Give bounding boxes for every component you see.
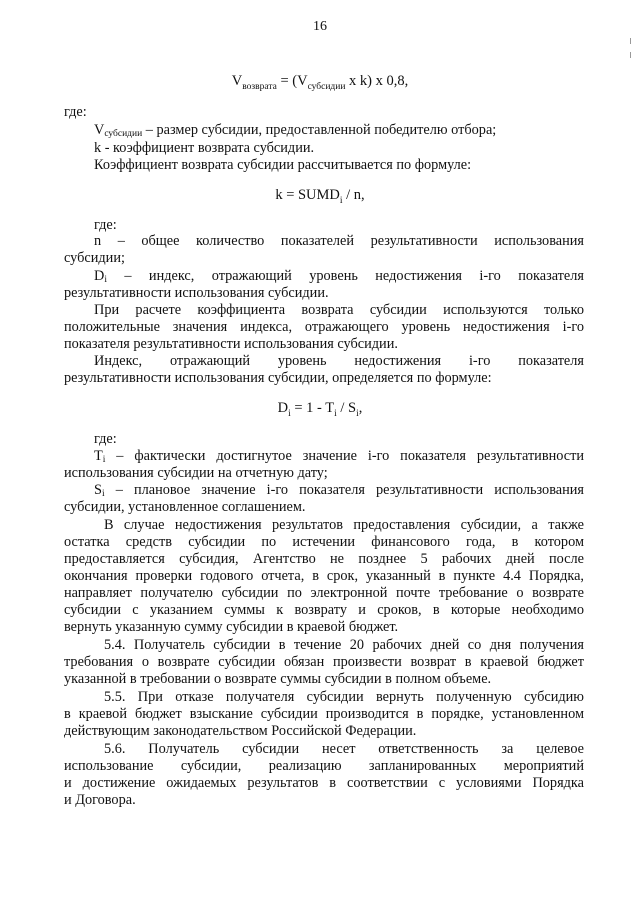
text-line: При расчете коэффициента возврата субсидии используются только — [94, 302, 584, 318]
text-line: использования субсидии на отчетную дату; — [64, 465, 328, 481]
text-line: остатка средств субсидии по истечении финансового года, в котором — [64, 534, 584, 550]
text-line: $T_i$ – фактически достигнутое значение i-го показателя результативности — [94, 448, 584, 465]
text-line: указанной в требовании о возврате суммы субсидии в полном объеме. — [64, 671, 492, 687]
formula-index: $D_i = 1 - T_i / S_i$, — [277, 400, 363, 419]
text-line: положительные значения индекса, отражающего уровень недостижения i-го — [64, 319, 584, 335]
formula-coefficient: $k = SUMD_i / n$, — [275, 187, 365, 206]
text-line: где: — [94, 431, 117, 447]
text-line: субсидии; — [64, 250, 125, 266]
text-line: окончания проверки годового отчета, в срок, указанный в пункте 4.4 Порядка, — [64, 568, 584, 584]
text-line: результативности использования субсидии, определяется по формуле: — [64, 370, 492, 386]
text-line: субсидии с указанием суммы к возврату и сроков, в которые необходимо — [64, 602, 584, 618]
text-line: и достижение ожидаемых результатов в соответствии с условиями Порядка — [64, 775, 584, 791]
text-line: требования о возврате субсидии обязан произвести возврат в краевой бюджет — [64, 654, 584, 670]
text-line: где: — [64, 104, 87, 120]
text-line: показателя результативности использования субсидии. — [64, 336, 398, 352]
text-line: k - коэффициент возврата субсидии. — [94, 140, 315, 156]
text-line: направляет получателю субсидии по электронной почте требование о возврате — [64, 585, 584, 601]
page-number: 16 — [313, 19, 327, 34]
text-line: Индекс, отражающий уровень недостижения i-го показателя — [94, 353, 584, 369]
margin-mark — [630, 38, 631, 44]
text-line: В случае недостижения результатов предоставления субсидии, а также — [104, 517, 584, 533]
text-line: 5.6. Получатель субсидии несет ответственность за целевое — [104, 741, 584, 757]
text-line: субсидии, установленное соглашением. — [64, 499, 306, 515]
text-line: действующим законодательством Российской Федерации. — [64, 723, 417, 739]
text-line: предоставляется субсидия, Агентство не позднее 5 рабочих дней после — [64, 551, 584, 567]
text-line: 5.5. При отказе получателя субсидии вернуть полученную субсидию — [104, 689, 584, 705]
text-line: n – общее количество показателей результативности использования — [94, 233, 584, 249]
text-line: использование субсидии, реализацию запланированных мероприятий — [64, 758, 584, 774]
text-line: Коэффициент возврата субсидии рассчитывается по формуле: — [94, 157, 472, 173]
text-line: $S_i$ – плановое значение i-го показателя результативности использования — [94, 482, 584, 499]
text-line: 5.4. Получатель субсидии в течение 20 рабочих дней со дня получения — [104, 637, 584, 653]
text-line: где: — [94, 217, 117, 233]
text-line: $V_{субсидии}$ – размер субсидии, предоставленной победителю отбора; — [94, 122, 497, 139]
text-line: результативности использования субсидии. — [64, 285, 329, 301]
margin-mark — [630, 52, 631, 58]
text-line: вернуть указанную сумму субсидии в краевой бюджет. — [64, 619, 399, 635]
text-line: в краевой бюджет взыскание субсидии производится в порядке, установленном — [64, 706, 584, 722]
formula-return-volume: $V_{возврата} = (V_{субсидии}$ x k) x 0,8, — [231, 73, 409, 92]
text-line: $D_i$ – индекс, отражающий уровень недостижения i-го показателя — [94, 268, 584, 285]
text-line: и Договора. — [64, 792, 136, 808]
